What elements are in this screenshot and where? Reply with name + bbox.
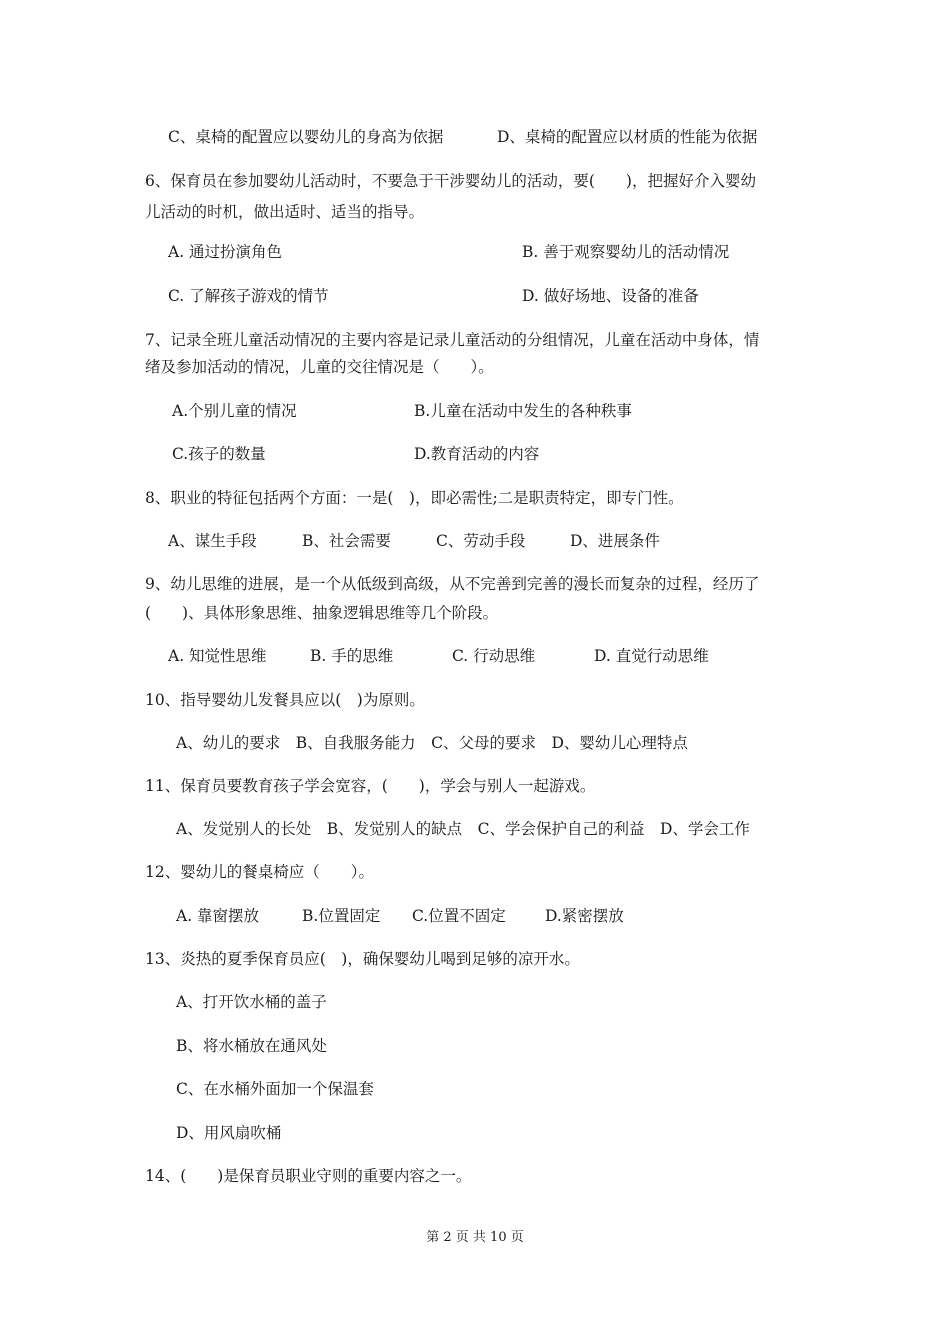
option-b: B. 手的思维 <box>310 647 394 665</box>
option-b: B.位置固定 <box>302 907 381 925</box>
question-stem-line: 8、职业的特征包括两个方面：一是( )，即必需性;二是职责特定，即专门性。 <box>145 489 684 507</box>
option-d: D.紧密摆放 <box>545 907 624 925</box>
option-a: A.个别儿童的情况 <box>172 402 297 420</box>
option-a: A、谋生手段 <box>168 532 257 550</box>
options-line: A、幼儿的要求 B、自我服务能力 C、父母的要求 D、婴幼儿心理特点 <box>176 734 688 752</box>
option-d: D. 做好场地、设备的准备 <box>522 287 699 305</box>
option-d: D. 直觉行动思维 <box>594 647 709 665</box>
question-stem-line: ( )、具体形象思维、抽象逻辑思维等几个阶段。 <box>145 604 499 622</box>
question-stem-line: 14、( )是保育员职业守则的重要内容之一。 <box>145 1167 472 1185</box>
option-c: C.孩子的数量 <box>172 445 266 463</box>
question-stem-line: 12、婴幼儿的餐桌椅应（ ）。 <box>145 863 374 881</box>
q5-option-c: C、桌椅的配置应以婴幼儿的身高为依据 <box>168 128 444 146</box>
question-stem-line: 9、幼儿思维的进展，是一个从低级到高级，从不完善到完善的漫长而复杂的过程，经历了 <box>145 575 760 593</box>
option-c: C.位置不固定 <box>412 907 506 925</box>
option-a: A、打开饮水桶的盖子 <box>176 993 327 1011</box>
question-stem-line: 绪及参加活动的情况，儿童的交往情况是（ ）。 <box>145 358 494 376</box>
question-stem-line: 7、记录全班儿童活动情况的主要内容是记录儿童活动的分组情况，儿童在活动中身体，情 <box>145 331 760 349</box>
q5-option-d: D、桌椅的配置应以材质的性能为依据 <box>497 128 758 146</box>
option-d: D.教育活动的内容 <box>414 445 540 463</box>
option-c: C. 行动思维 <box>452 647 536 665</box>
option-d: D、进展条件 <box>570 532 660 550</box>
option-a: A. 知觉性思维 <box>168 647 267 665</box>
option-c: C、在水桶外面加一个保温套 <box>176 1080 374 1098</box>
option-b: B、社会需要 <box>302 532 391 550</box>
option-d: D、用风扇吹桶 <box>176 1124 282 1142</box>
options-line: A、发觉别人的长处 B、发觉别人的缺点 C、学会保护自己的利益 D、学会工作 <box>176 820 750 838</box>
question-stem-line: 10、指导婴幼儿发餐具应以( )为原则。 <box>145 691 425 709</box>
question-stem-line: 11、保育员要教育孩子学会宽容，( )，学会与别人一起游戏。 <box>145 777 596 795</box>
page-number-footer: 第 2 页 共 10 页 <box>426 1230 524 1245</box>
option-a: A. 靠窗摆放 <box>176 907 260 925</box>
option-b: B. 善于观察婴幼儿的活动情况 <box>522 243 730 261</box>
option-c: C、劳动手段 <box>436 532 526 550</box>
option-b: B、将水桶放在通风处 <box>176 1037 327 1055</box>
option-b: B.儿童在活动中发生的各种秩事 <box>414 402 632 420</box>
question-stem-line: 6、保育员在参加婴幼儿活动时，不要急于干涉婴幼儿的活动，要( )，把握好介入婴幼 <box>145 172 756 190</box>
option-a: A. 通过扮演角色 <box>168 243 283 261</box>
question-stem-line: 儿活动的时机，做出适时、适当的指导。 <box>145 203 425 221</box>
question-stem-line: 13、炎热的夏季保育员应( )，确保婴幼儿喝到足够的凉开水。 <box>145 950 580 968</box>
option-c: C. 了解孩子游戏的情节 <box>168 287 329 305</box>
